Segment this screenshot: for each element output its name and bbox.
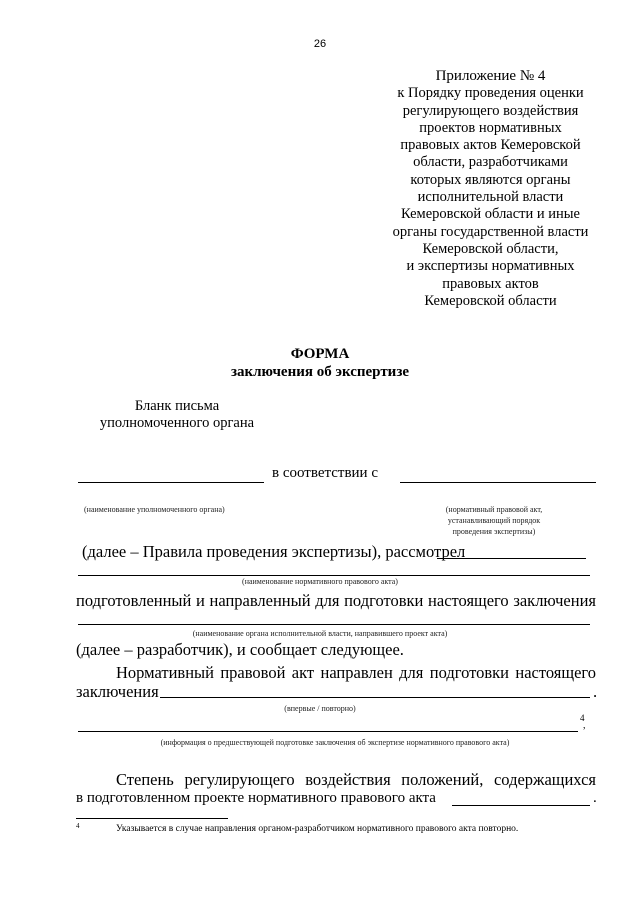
first-or-repeat-field[interactable] xyxy=(160,697,590,698)
appendix-line: регулирующего воздействия xyxy=(402,102,579,119)
appendix-line: и экспертизы нормативных xyxy=(406,258,575,275)
footnote-text: Указывается в случае направления органом-разработчиком нормативного правового акта повторно. xyxy=(116,824,519,834)
period-mark-2: . xyxy=(593,790,597,806)
degree-field[interactable] xyxy=(452,805,590,806)
developer-organ-field[interactable] xyxy=(78,624,590,625)
hint-developer: (наименование органа исполнительной власти, направившего проект акта) xyxy=(192,629,448,638)
hint-organ: (наименование уполномоченного органа) xyxy=(84,505,225,514)
form-heading xyxy=(0,345,640,381)
appendix-line: органы государственной власти xyxy=(392,223,589,240)
appendix-line: Кемеровской области и иные xyxy=(401,206,580,223)
appendix-line: исполнительной власти xyxy=(417,189,564,206)
in-accordance-text: в соответствии с xyxy=(272,465,378,481)
appendix-line: Приложение № 4 xyxy=(435,68,546,84)
appendix-line: которых являются органы xyxy=(410,171,571,188)
degree-text-line-1: Степень регулирующего воздействия положений, содержащихся xyxy=(116,770,596,789)
appendix-line: Кемеровской области, xyxy=(422,240,559,257)
form-subtitle: заключения об экспертизе xyxy=(230,364,410,380)
appendix-line: к Порядку проведения оценки xyxy=(397,85,584,102)
hint-name-act: (наименование нормативного правового акта) xyxy=(242,577,398,586)
reviewed-field[interactable] xyxy=(437,558,586,559)
developer-text: (далее – разработчик), и сообщает следующее. xyxy=(76,640,404,659)
regulation-act-field[interactable] xyxy=(400,482,596,483)
hint-act xyxy=(414,504,574,537)
previous-info-field[interactable] xyxy=(78,731,578,732)
appendix-line: проектов нормативных xyxy=(419,119,562,136)
rules-text: (далее – Правила проведения экспертизы), рассмотрел xyxy=(82,542,466,561)
appendix-line: области, разработчиками xyxy=(413,154,568,171)
appendix-line: Кемеровской области xyxy=(424,292,557,309)
letterhead-placeholder xyxy=(82,398,272,432)
footnote-separator xyxy=(76,818,228,819)
letterhead-line-1: Бланк письма xyxy=(134,398,220,414)
form-title: ФОРМА xyxy=(290,346,350,362)
degree-text-line-2: в подготовленном проекте нормативного правового акта xyxy=(76,790,436,806)
organ-name-field[interactable] xyxy=(78,482,264,483)
sent-text: Нормативный правовой акт направлен для подготовки настоящего xyxy=(116,663,596,682)
prepared-text: подготовленный и направленный для подготовки настоящего заключения xyxy=(76,591,596,610)
hint-act-line: (нормативный правовой акт, xyxy=(445,505,543,514)
appendix-line: правовых актов xyxy=(442,275,539,292)
footnote-mark: 4 xyxy=(76,822,80,830)
conclusion-label: заключения xyxy=(76,682,159,701)
hint-act-line: проведения экспертизы) xyxy=(452,527,536,536)
hint-first: (впервые / повторно) xyxy=(284,704,356,713)
appendix-line: правовых актов Кемеровской xyxy=(400,137,581,154)
hint-info: (информация о предшествующей подготовке заключения об экспертизе нормативного правового акта) xyxy=(160,738,510,747)
comma-mark: , xyxy=(583,720,586,731)
letterhead-line-2: уполномоченного органа xyxy=(99,415,255,431)
period-mark: . xyxy=(593,682,598,701)
footnote-ref: 4 xyxy=(580,713,585,723)
hint-act-line: устанавливающий порядок xyxy=(447,516,541,525)
page-number: 26 xyxy=(313,38,327,50)
appendix-header xyxy=(378,68,603,310)
